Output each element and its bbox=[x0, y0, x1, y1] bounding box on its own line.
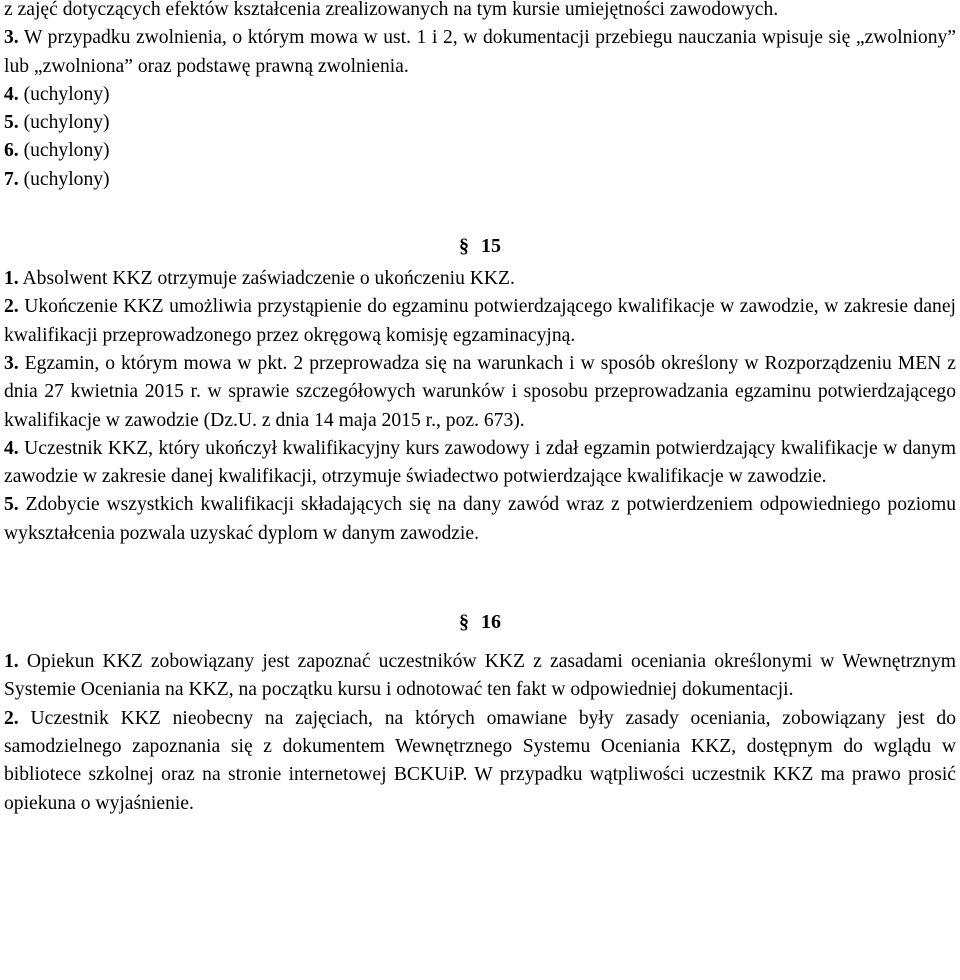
paragraph-number: 5. bbox=[4, 112, 19, 134]
section-heading-15 bbox=[4, 232, 956, 260]
section-symbol: § bbox=[459, 611, 469, 634]
paragraph-number: 7. bbox=[4, 168, 19, 190]
paragraph-text: (uchylony) bbox=[18, 112, 110, 134]
s16-paragraph-1 bbox=[4, 648, 956, 705]
section-number: 15 bbox=[481, 235, 501, 258]
paragraph-number: 4. bbox=[4, 437, 19, 459]
s15-paragraph-4 bbox=[4, 435, 956, 492]
paragraph-text: Opiekun KKZ zobowiązany jest zapoznać uczestników KKZ z zasadami oceniania określonymi w Wewnętrznym Systemie Oceniania na KKZ, na początku kursu i odnotować ten fakt w odpowiedniej dokumentacji. bbox=[4, 651, 956, 701]
paragraph-text: Uczestnik KKZ, który ukończył kwalifikacyjny kurs zawodowy i zdał egzamin potwierdzający kwalifikacje w danym zawodzie w zakresie danej kwalifikacji, otrzymuje świadectwo potwierdzające kwalifikacje w zawodzie. bbox=[4, 437, 956, 488]
paragraph-text: (uchylony) bbox=[18, 83, 110, 105]
section-number: 16 bbox=[481, 611, 501, 634]
section-heading-16 bbox=[4, 608, 956, 636]
paragraph-text: W przypadku zwolnienia, o którym mowa w ust. 1 i 2, w dokumentacji przebiegu nauczania wpisuje się „zwolniony” lub „zwolniona” oraz podstawę prawną zwolnienia. bbox=[4, 27, 956, 77]
paragraph-text: Uczestnik KKZ nieobecny na zajęciach, na których omawiane były zasady oceniania, zobowiązany jest do samodzielnego zapoznania się z dokumentem Wewnętrznego Systemu Oceniania KKZ, dostępnym do wglądu w bibliotece szkolnej oraz na stronie internetowej BCKUiP. W przypadku wątpliwości uczestnik KKZ ma prawo prosić opiekuna o wyjaśnienie. bbox=[4, 707, 956, 814]
paragraph-7 bbox=[4, 166, 956, 194]
paragraph-number: 5. bbox=[4, 494, 19, 516]
paragraph-text: Ukończenie KKZ umożliwia przystąpienie do egzaminu potwierdzającego kwalifikacje w zawodzie, w zakresie danej kwalifikacji przeprowadzonego przez okręgową komisję egzaminacyjną. bbox=[4, 296, 956, 346]
document-page bbox=[4, 0, 956, 818]
paragraph-number: 1. bbox=[4, 268, 19, 290]
paragraph-text: Absolwent KKZ otrzymuje zaświadczenie o ukończeniu KKZ. bbox=[18, 268, 515, 290]
paragraph-5 bbox=[4, 109, 956, 137]
paragraph-continuation bbox=[4, 0, 956, 24]
section-symbol: § bbox=[459, 235, 469, 258]
paragraph-text: Egzamin, o którym mowa w pkt. 2 przeprowadza się na warunkach i w sposób określony w Rozporządzeniu MEN z dnia 27 kwietnia 2015 r. w sprawie szczegółowych warunków i sposobu przeprowadzania egzaminu potwierdzającego kwalifikacje w zawodzie (Dz.U. z dnia 14 maja 2015 r., poz. 673). bbox=[4, 352, 956, 431]
s15-paragraph-1 bbox=[4, 265, 956, 293]
paragraph-text: (uchylony) bbox=[18, 168, 110, 190]
paragraph-number: 4. bbox=[4, 83, 19, 105]
paragraph-3 bbox=[4, 24, 956, 81]
paragraph-text: (uchylony) bbox=[18, 140, 110, 162]
s15-paragraph-3 bbox=[4, 350, 956, 435]
paragraph-number: 2. bbox=[4, 707, 19, 729]
paragraph-number: 6. bbox=[4, 140, 19, 162]
s15-paragraph-5 bbox=[4, 491, 956, 548]
paragraph-text: z zajęć dotyczących efektów kształcenia zrealizowanych na tym kursie umiejętności zawodowych. bbox=[4, 0, 779, 20]
paragraph-number: 3. bbox=[4, 27, 19, 49]
s16-paragraph-2 bbox=[4, 705, 956, 818]
paragraph-text: Zdobycie wszystkich kwalifikacji składających się na dany zawód wraz z potwierdzeniem odpowiedniego poziomu wykształcenia pozwala uzyskać dyplom w danym zawodzie. bbox=[4, 494, 956, 544]
s15-paragraph-2 bbox=[4, 293, 956, 350]
paragraph-number: 2. bbox=[4, 296, 19, 318]
paragraph-number: 3. bbox=[4, 352, 19, 374]
paragraph-6 bbox=[4, 137, 956, 165]
paragraph-number: 1. bbox=[4, 651, 19, 673]
paragraph-4 bbox=[4, 81, 956, 109]
